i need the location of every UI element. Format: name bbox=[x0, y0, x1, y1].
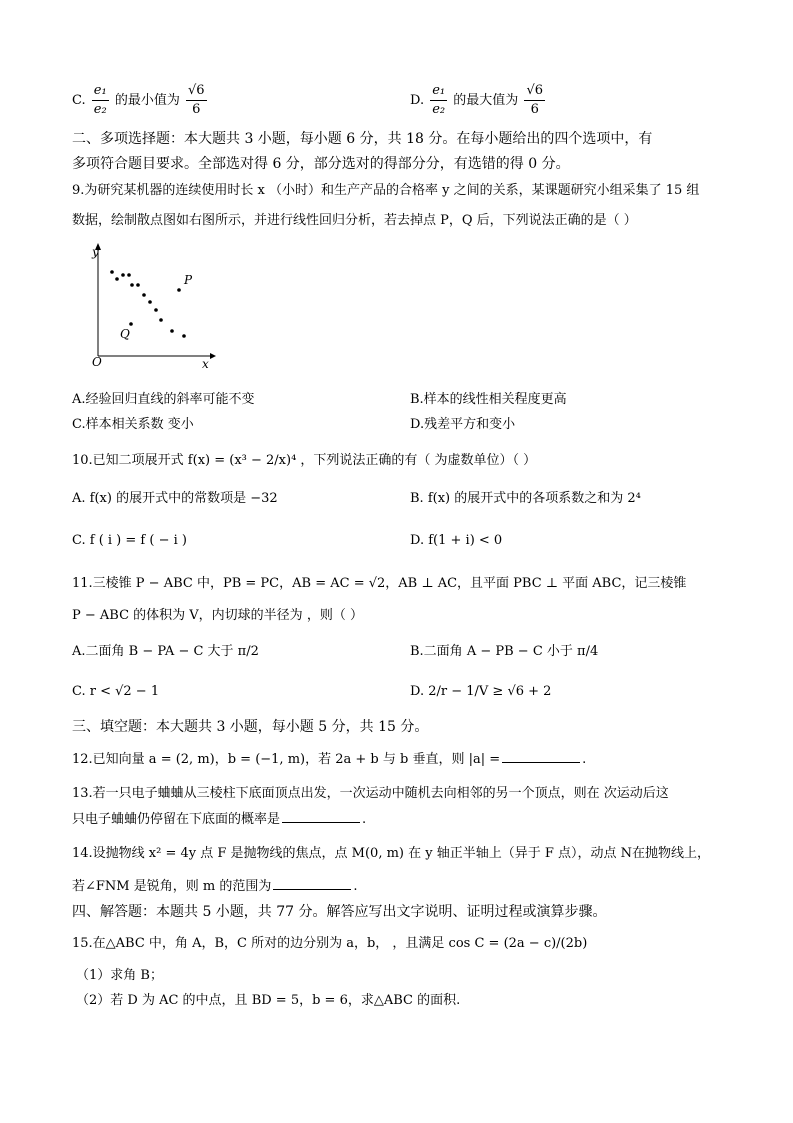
q11-stem-cont: P − ABC 的体积为 V，内切球的半径为 ，则（ ） bbox=[72, 608, 363, 623]
q12-stem: 12.已知向量 a = (2, m)，b = (−1, m)，若 2a + b 与 b 垂直，则 |a| = . bbox=[72, 749, 586, 769]
q11-option-c: C. r < √2 − 1 bbox=[72, 684, 160, 699]
q14-text: 若∠FNM 是锐角，则 m 的范围为 bbox=[72, 879, 272, 894]
point-p bbox=[177, 288, 181, 292]
answer-blank[interactable] bbox=[282, 809, 360, 823]
q13-stem-cont: 只电子蛐蛐仍停留在下底面的概率是 . bbox=[72, 809, 366, 829]
q12-text: 12.已知向量 a = (2, m)，b = (−1, m)，若 2a + b 与 b 垂直，则 |a| = bbox=[72, 752, 501, 767]
value-fraction: $\frac{√6}{6}$ bbox=[187, 83, 205, 117]
q9-option-b: B.样本的线性相关程度更高 bbox=[410, 392, 567, 407]
q11-option-a: A.二面角 B − PA − C 大于 π/2 bbox=[72, 644, 259, 659]
answer-blank[interactable] bbox=[273, 876, 351, 890]
data-point bbox=[110, 270, 114, 274]
y-axis-label: y bbox=[92, 245, 99, 259]
q14-stem: 14.设抛物线 x² = 4y 点 F 是抛物线的焦点，点 M(0, m) 在 y 轴正半轴上（异于 F 点），动点 N在抛物线上， bbox=[72, 846, 711, 861]
q10-option-c: C. f ( i ) = f ( − i ) bbox=[72, 533, 187, 548]
data-point bbox=[127, 273, 131, 277]
point-q bbox=[129, 322, 133, 326]
option-label: C. bbox=[72, 93, 86, 108]
q8-option-d bbox=[410, 82, 547, 119]
q11-stem: 11.三棱锥 P − ABC 中，PB = PC，AB = AC = √2，AB ⊥ AC，且平面 PBC ⊥ 平面 ABC，记三棱锥 bbox=[72, 576, 687, 591]
q10-option-d: D. f(1 + i) < 0 bbox=[410, 533, 503, 548]
q13-stem: 13.若一只电子蛐蛐从三棱柱下底面顶点出发，一次运动中随机去向相邻的另一个顶点，则在 次运动后这 bbox=[72, 786, 669, 801]
q9-option-c: C.样本相关系数 变小 bbox=[72, 417, 194, 432]
q13-text: 只电子蛐蛐仍停留在下底面的概率是 bbox=[72, 812, 281, 827]
scatter-plot bbox=[70, 240, 218, 370]
ratio-fraction: $\frac{\text{e₁}}{\text{e₂}}$ bbox=[93, 83, 107, 117]
data-point bbox=[154, 308, 158, 312]
point-p-label: P bbox=[184, 273, 193, 287]
q8-option-c bbox=[72, 82, 209, 119]
option-text: 的最小值为 bbox=[114, 93, 180, 108]
q11-option-d: D. 2/r − 1/V ≥ √6 + 2 bbox=[410, 684, 552, 699]
value-fraction: $\frac{√6}{6}$ bbox=[526, 83, 543, 117]
q10-option-a: A. f(x) 的展开式中的常数项是 −32 bbox=[72, 491, 278, 506]
data-point bbox=[159, 318, 163, 322]
q14-stem-cont: 若∠FNM 是锐角，则 m 的范围为 . bbox=[72, 876, 357, 896]
section-2-heading: 二、多项选择题：本大题共 3 小题，每小题 6 分，共 18 分。在每小题给出的四个选项中，有 bbox=[72, 131, 653, 147]
data-point bbox=[142, 293, 146, 297]
q9-option-a: A.经验回归直线的斜率可能不变 bbox=[72, 392, 255, 407]
q9-stem-cont: 数据，绘制散点图如右图所示，并进行线性回归分析，若去掉点 P，Q 后，下列说法正确的是（ ） bbox=[72, 213, 637, 228]
section-4-heading: 四、解答题：本题共 5 小题，共 77 分。解答应写出文字说明、证明过程或演算步骤。 bbox=[72, 904, 607, 920]
q11-option-b: B.二面角 A − PB − C 小于 π/4 bbox=[410, 644, 599, 659]
x-axis-arrow bbox=[210, 353, 216, 359]
q9-stem: 9.为研究某机器的连续使用时长 x （小时）和生产产品的合格率 y 之间的关系，某课题研究小组采集了 15 组 bbox=[72, 183, 700, 198]
section-2-heading-cont: 多项符合题目要求。全部选对得 6 分，部分选对的得部分分，有选错的得 0 分。 bbox=[72, 156, 570, 172]
q9-option-d: D.残差平方和变小 bbox=[410, 417, 516, 432]
data-point bbox=[115, 277, 119, 281]
origin-label: O bbox=[92, 355, 102, 369]
point-q-label: Q bbox=[120, 327, 130, 341]
data-point bbox=[182, 334, 186, 338]
q15-part-2: （2）若 D 为 AC 的中点，且 BD = 5，b = 6，求△ABC 的面积. bbox=[76, 993, 461, 1008]
data-point bbox=[130, 283, 134, 287]
section-3-heading: 三、填空题：本大题共 3 小题，每小题 5 分，共 15 分。 bbox=[72, 719, 429, 735]
q15-stem: 15.在△ABC 中，角 A，B，C 所对的边分别为 a，b， ，且满足 cos C = (2a − c)/(2b) bbox=[72, 936, 588, 951]
option-text: 的最大值为 bbox=[453, 93, 519, 108]
data-point bbox=[148, 300, 152, 304]
x-axis-label: x bbox=[202, 357, 209, 370]
data-point bbox=[136, 283, 140, 287]
ratio-fraction: $\frac{\text{e₁}}{\text{e₂}}$ bbox=[432, 83, 446, 117]
data-point bbox=[170, 329, 174, 333]
q10-option-b: B. f(x) 的展开式中的各项系数之和为 2⁴ bbox=[410, 491, 641, 506]
answer-blank[interactable] bbox=[502, 749, 580, 763]
option-label: D. bbox=[410, 93, 425, 108]
q10-stem: 10.已知二项展开式 f(x) = (x³ − 2/x)⁴ ，下列说法正确的有（ 为虚数单位）（ ） bbox=[72, 453, 537, 468]
q15-part-1: （1）求角 B； bbox=[76, 968, 163, 983]
data-point bbox=[121, 273, 125, 277]
